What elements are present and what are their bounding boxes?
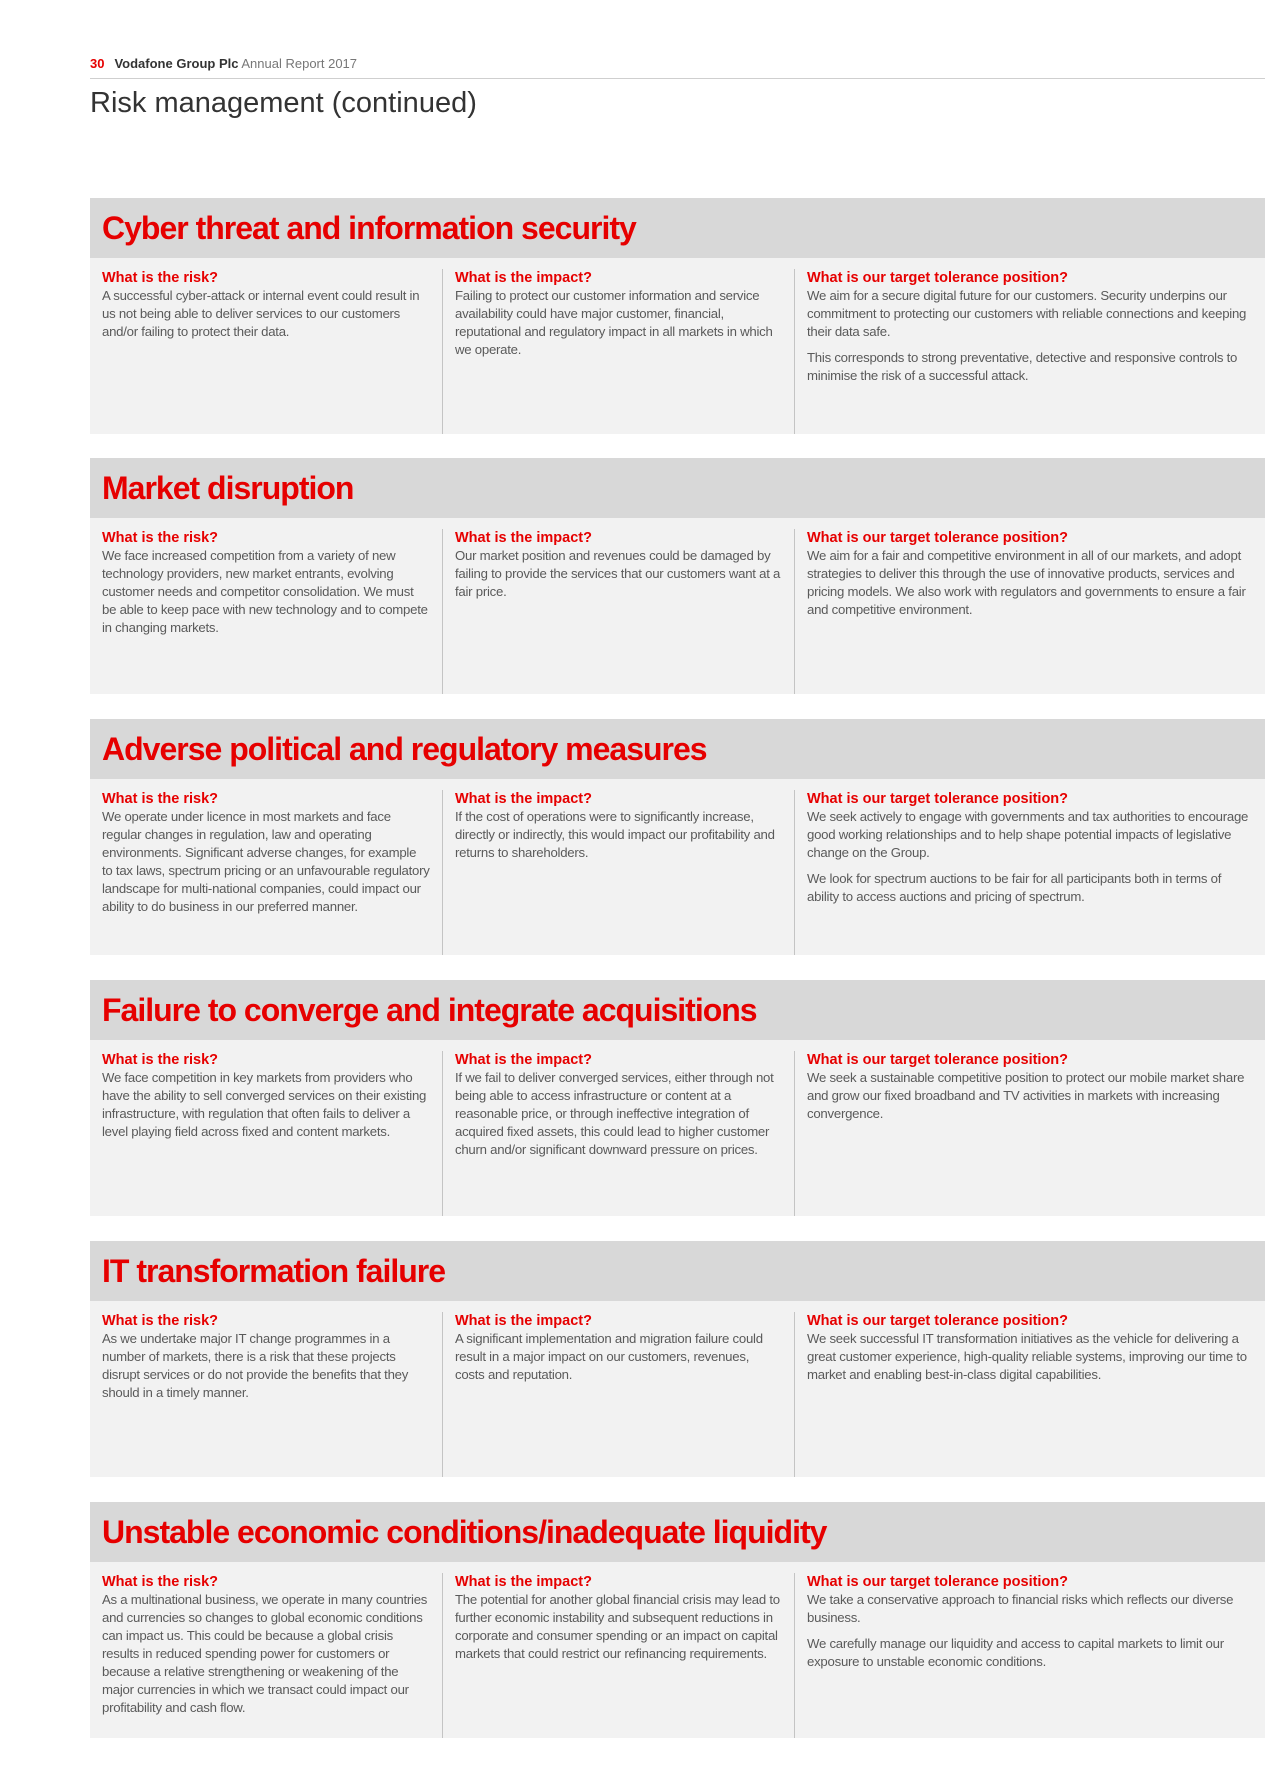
- section-title-bar: [90, 719, 1265, 779]
- impact-heading: What is the impact?: [455, 270, 592, 286]
- impact-text: If we fail to deliver converged services, either through not being able to access infrastructure or content at a reasonable price, or through ineffective integration of acquired fixed assets, this could lead to higher customer churn and/or significant downward pressure on prices.: [455, 1070, 774, 1157]
- impact-heading: What is the impact?: [455, 791, 592, 807]
- risk-text: A successful cyber-attack or internal event could result in us not being able to deliver services to our customers and/or failing to protect their data.: [102, 288, 420, 339]
- risk-text: We face increased competition from a variety of new technology providers, new market entrants, evolving customer needs and competitor consolidation. We must be able to keep pace with new technology and to compete in changing markets.: [102, 548, 428, 635]
- risk-text: We face competition in key markets from providers who have the ability to sell converged services on their existing infrastructure, with regulation that often fails to deliver a level playing field across fixed and content markets.: [102, 1070, 427, 1139]
- impact-heading: What is the impact?: [455, 530, 592, 546]
- tolerance-text: We seek a sustainable competitive position to protect our mobile market share and grow our fixed broadband and TV activities in markets with increasing convergence.: [807, 1070, 1245, 1121]
- tolerance-heading: What is our target tolerance position?: [807, 1052, 1069, 1068]
- tolerance-text: We aim for a fair and competitive environment in all of our markets, and adopt strategies to deliver this through the use of innovative products, services and pricing models. We also work with regulators and governments to ensure a fair and competitive environment.: [807, 548, 1246, 617]
- risk-column: [90, 529, 442, 694]
- tolerance-heading: What is our target tolerance position?: [807, 270, 1069, 286]
- risk-section-it-transformation: [90, 1241, 1265, 1477]
- risk-section-converge-integrate: [90, 980, 1265, 1216]
- impact-column: [442, 269, 794, 434]
- section-title: Adverse political and regulatory measures: [102, 730, 707, 767]
- impact-heading: What is the impact?: [455, 1052, 592, 1068]
- impact-column: [442, 1573, 794, 1738]
- impact-text: Our market position and revenues could be damaged by failing to provide the services that our customers want at a fair price.: [455, 548, 781, 599]
- tolerance-heading: What is our target tolerance position?: [807, 1313, 1069, 1329]
- risk-text: We operate under licence in most markets and face regular changes in regulation, law and operating environments. Significant adverse changes, for example to tax laws, spectrum pricing or an unfavourable regulatory landscape for multi-national companies, could impact our ability to do business in our preferred manner.: [102, 809, 430, 914]
- page-title: Risk management (continued): [90, 87, 477, 119]
- tolerance-text: We seek actively to engage with governments and tax authorities to encourage good working relationships and to help shape potential impacts of legislative change on the Group.: [807, 809, 1249, 860]
- impact-column: [442, 1051, 794, 1216]
- section-title-bar: [90, 1241, 1265, 1301]
- risk-column: [90, 790, 442, 955]
- company-name: Vodafone Group Plc: [114, 56, 239, 71]
- risk-section-political-regulatory: [90, 719, 1265, 955]
- tolerance-heading: What is our target tolerance position?: [807, 791, 1069, 807]
- section-title: Unstable economic conditions/inadequate liquidity: [102, 1513, 827, 1550]
- risk-heading: What is the risk?: [102, 791, 219, 807]
- impact-text: A significant implementation and migration failure could result in a major impact on our customers, revenues, costs and reputation.: [455, 1331, 763, 1382]
- header-divider: [90, 78, 1265, 79]
- tolerance-column: [794, 1051, 1265, 1216]
- tolerance-column: [794, 1573, 1265, 1738]
- tolerance-text: This corresponds to strong preventative, detective and responsive controls to minimise the risk of a successful attack.: [807, 350, 1238, 383]
- tolerance-column: [794, 790, 1265, 955]
- tolerance-text: We look for spectrum auctions to be fair for all participants both in terms of ability to access auctions and pricing of spectrum.: [807, 871, 1222, 904]
- impact-heading: What is the impact?: [455, 1574, 592, 1590]
- risk-text: As a multinational business, we operate in many countries and currencies so changes to global economic conditions can impact us. This could be because a global crisis results in reduced spending power for customers or because a relative strengthening or weakening of the major currencies in which we transact could impact our profitability and cash flow.: [102, 1592, 428, 1715]
- section-title-bar: [90, 458, 1265, 518]
- risk-section-economic-liquidity: [90, 1502, 1265, 1738]
- risk-column: [90, 269, 442, 434]
- impact-column: [442, 529, 794, 694]
- section-title-bar: [90, 980, 1265, 1040]
- section-title: Cyber threat and information security: [102, 209, 636, 246]
- risk-column: [90, 1051, 442, 1216]
- risk-section-market-disruption: [90, 458, 1265, 694]
- page-header: [90, 56, 1265, 72]
- risk-heading: What is the risk?: [102, 1052, 219, 1068]
- risk-column: [90, 1573, 442, 1738]
- risk-column: [90, 1312, 442, 1477]
- section-title: IT transformation failure: [102, 1252, 446, 1289]
- section-title: Failure to converge and integrate acquisitions: [102, 991, 757, 1028]
- tolerance-heading: What is our target tolerance position?: [807, 530, 1069, 546]
- risk-text: As we undertake major IT change programmes in a number of markets, there is a risk that these projects disrupt services or do not provide the benefits that they should in a timely manner.: [102, 1331, 409, 1400]
- impact-text: If the cost of operations were to significantly increase, directly or indirectly, this would impact our profitability and returns to shareholders.: [455, 809, 775, 860]
- risk-heading: What is the risk?: [102, 1574, 219, 1590]
- tolerance-column: [794, 529, 1265, 694]
- impact-column: [442, 790, 794, 955]
- section-title-bar: [90, 1502, 1265, 1562]
- tolerance-text: We seek successful IT transformation initiatives as the vehicle for delivering a great customer experience, high-quality reliable systems, improving our time to market and enabling best-in-class digital capabilities.: [807, 1331, 1247, 1382]
- tolerance-column: [794, 1312, 1265, 1477]
- section-title: Market disruption: [102, 469, 354, 506]
- tolerance-text: We aim for a secure digital future for our customers. Security underpins our commitment to protecting our customers with reliable connections and keeping their data safe.: [807, 288, 1247, 339]
- impact-column: [442, 1312, 794, 1477]
- tolerance-column: [794, 269, 1265, 434]
- tolerance-heading: What is our target tolerance position?: [807, 1574, 1069, 1590]
- tolerance-text: We take a conservative approach to financial risks which reflects our diverse business.: [807, 1592, 1234, 1625]
- impact-text: Failing to protect our customer information and service availability could have major customer, financial, reputational and regulatory impact in all markets in which we operate.: [455, 288, 773, 357]
- page-number: 30: [90, 56, 105, 71]
- report-name: Annual Report 2017: [241, 56, 358, 71]
- risk-heading: What is the risk?: [102, 1313, 219, 1329]
- tolerance-text: We carefully manage our liquidity and access to capital markets to limit our exposure to unstable economic conditions.: [807, 1636, 1224, 1669]
- impact-text: The potential for another global financial crisis may lead to further economic instability and subsequent reductions in corporate and consumer spending or an impact on capital markets that could restrict our refinancing requirements.: [455, 1592, 780, 1661]
- risk-heading: What is the risk?: [102, 530, 219, 546]
- risk-section-cyber: [90, 198, 1265, 434]
- impact-heading: What is the impact?: [455, 1313, 592, 1329]
- risk-heading: What is the risk?: [102, 270, 219, 286]
- section-title-bar: [90, 198, 1265, 258]
